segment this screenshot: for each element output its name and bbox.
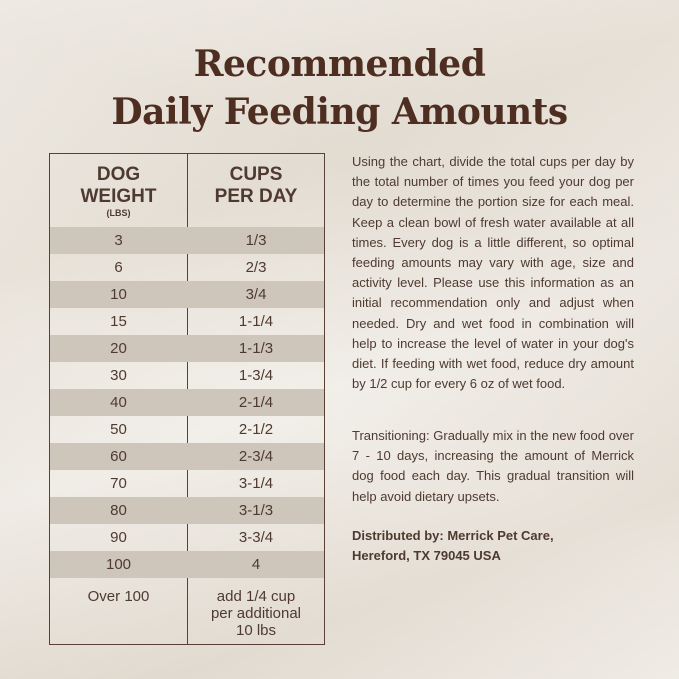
header-cups-line2: PER DAY <box>214 186 298 207</box>
feeding-table <box>49 153 325 645</box>
cups-cell: 1-1/3 <box>238 340 274 357</box>
table-row <box>50 551 324 578</box>
weight-cell: 60 <box>110 448 127 465</box>
cups-cell: 3-1/3 <box>238 502 274 519</box>
table-row <box>50 524 324 551</box>
weight-cell: 50 <box>110 421 127 438</box>
cups-cell: 3/4 <box>245 286 267 303</box>
title-line-1: Recommended <box>193 43 486 85</box>
cups-cell: 1-3/4 <box>238 367 274 384</box>
cups-cell-line3: 10 lbs <box>235 622 277 639</box>
table-row <box>50 335 324 362</box>
cups-cell-line1: add 1/4 cup <box>216 588 296 605</box>
distributor-info <box>352 526 634 566</box>
header-dog-weight-line1: DOG <box>96 164 141 185</box>
table-row <box>50 443 324 470</box>
cups-cell: 2-1/4 <box>238 394 274 411</box>
cups-cell: 2-1/2 <box>238 421 274 438</box>
distributor-line2: Hereford, TX 79045 USA <box>352 548 501 564</box>
table-row <box>50 308 324 335</box>
header-cups-line1: CUPS <box>229 164 283 185</box>
transition-instructions: Transitioning: Gradually mix in the new food over 7 - 10 days, increasing the amount of Merrick dog food each day. This gradual transition will help avoid dietary upsets. <box>352 428 634 504</box>
cups-cell-line2: per additional <box>210 605 302 622</box>
header-dog-weight-line2: WEIGHT <box>80 186 157 207</box>
weight-cell: Over 100 <box>87 588 150 605</box>
cups-cell: 2-3/4 <box>238 448 274 465</box>
cups-cell: 1-1/4 <box>238 313 274 330</box>
table-row <box>50 362 324 389</box>
table-row <box>50 254 324 281</box>
title-line-2: Daily Feeding Amounts <box>111 91 568 133</box>
weight-cell: 6 <box>114 259 123 276</box>
weight-cell: 40 <box>110 394 127 411</box>
header-cups-per-day <box>188 154 324 225</box>
distributor-line1: Distributed by: Merrick Pet Care, <box>352 528 554 543</box>
weight-cell: 30 <box>110 367 127 384</box>
page-title <box>0 40 679 136</box>
weight-cell: 3 <box>114 232 123 249</box>
table-row <box>50 281 324 308</box>
weight-cell: 20 <box>110 340 127 357</box>
table-row <box>50 416 324 443</box>
table-row <box>50 470 324 497</box>
cups-cell: 1/3 <box>245 232 267 249</box>
weight-cell: 90 <box>110 529 127 546</box>
table-row <box>50 497 324 524</box>
table-row <box>50 227 324 254</box>
weight-cell: 80 <box>110 502 127 519</box>
cups-cell: 3-1/4 <box>238 475 274 492</box>
cups-cell: 3-3/4 <box>238 529 274 546</box>
cups-cell: 4 <box>251 556 261 573</box>
header-dog-weight <box>50 154 187 225</box>
weight-cell: 100 <box>105 556 132 573</box>
weight-cell: 15 <box>110 313 127 330</box>
weight-cell: 70 <box>110 475 127 492</box>
feeding-instructions: Using the chart, divide the total cups per day by the total number of times you feed your dog per day to determine the portion size for each meal. Keep a clean bowl of fresh water available at all times. Every dog is a little different, so optimal feeding amounts may vary with age, size and activity level. Please use this information as an initial recommendation only and adjust when needed. Dry and wet food in combination will help to increase the level of water in your dog's diet. If feeding with wet food, reduce dry amount by 1/2 cup for every 6 oz of wet food. <box>352 154 634 392</box>
header-dog-weight-unit: (LBS) <box>106 208 131 218</box>
cups-cell <box>188 588 324 639</box>
weight-cell: 10 <box>110 286 127 303</box>
table-row <box>50 389 324 416</box>
cups-cell: 2/3 <box>245 259 267 276</box>
